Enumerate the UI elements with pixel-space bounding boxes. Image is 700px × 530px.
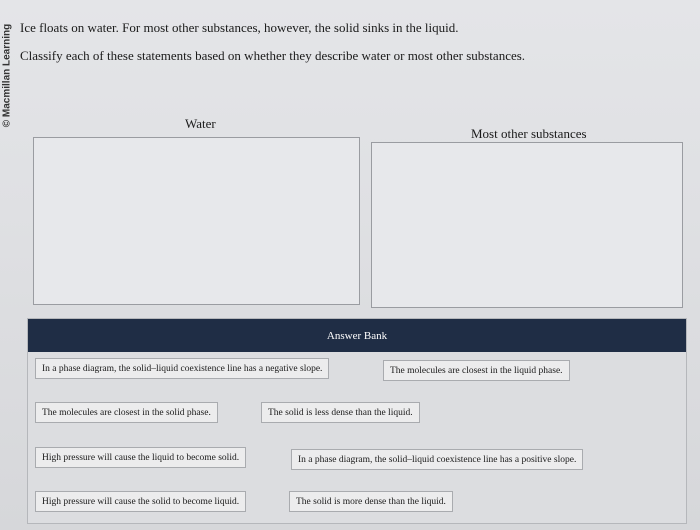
- answer-chip-closest-solid[interactable]: The molecules are closest in the solid phase.: [35, 402, 218, 423]
- answer-chip-solid-less-dense[interactable]: The solid is less dense than the liquid.: [261, 402, 420, 423]
- question-text: Ice floats on water. For most other substances, however, the solid sinks in the liquid.: [20, 20, 459, 35]
- answer-chip-pressure-solid-to-liquid[interactable]: High pressure will cause the solid to become liquid.: [35, 491, 246, 512]
- other-substances-column-label: Most other substances: [471, 126, 587, 141]
- credit-text: © Macmillan Learning: [1, 23, 13, 127]
- answer-chip-pressure-liquid-to-solid[interactable]: High pressure will cause the liquid to become solid.: [35, 447, 246, 468]
- answer-bank-title: Answer Bank: [326, 329, 388, 342]
- answer-chip-positive-slope[interactable]: In a phase diagram, the solid–liquid coexistence line has a positive slope.: [291, 449, 583, 470]
- answer-bank-header: [28, 319, 686, 352]
- answer-chip-solid-more-dense[interactable]: The solid is more dense than the liquid.: [289, 491, 453, 512]
- copyright-credit: [0, 20, 14, 130]
- instruction-text: Classify each of these statements based on whether they describe water or most other substances.: [20, 48, 526, 63]
- answer-chip-negative-slope[interactable]: In a phase diagram, the solid–liquid coexistence line has a negative slope.: [35, 358, 329, 379]
- water-column-label: Water: [185, 116, 216, 131]
- answer-chip-closest-liquid[interactable]: The molecules are closest in the liquid phase.: [383, 360, 570, 381]
- other-substances-drop-zone[interactable]: [371, 142, 683, 308]
- water-drop-zone[interactable]: [33, 137, 360, 305]
- answer-bank: [27, 318, 687, 524]
